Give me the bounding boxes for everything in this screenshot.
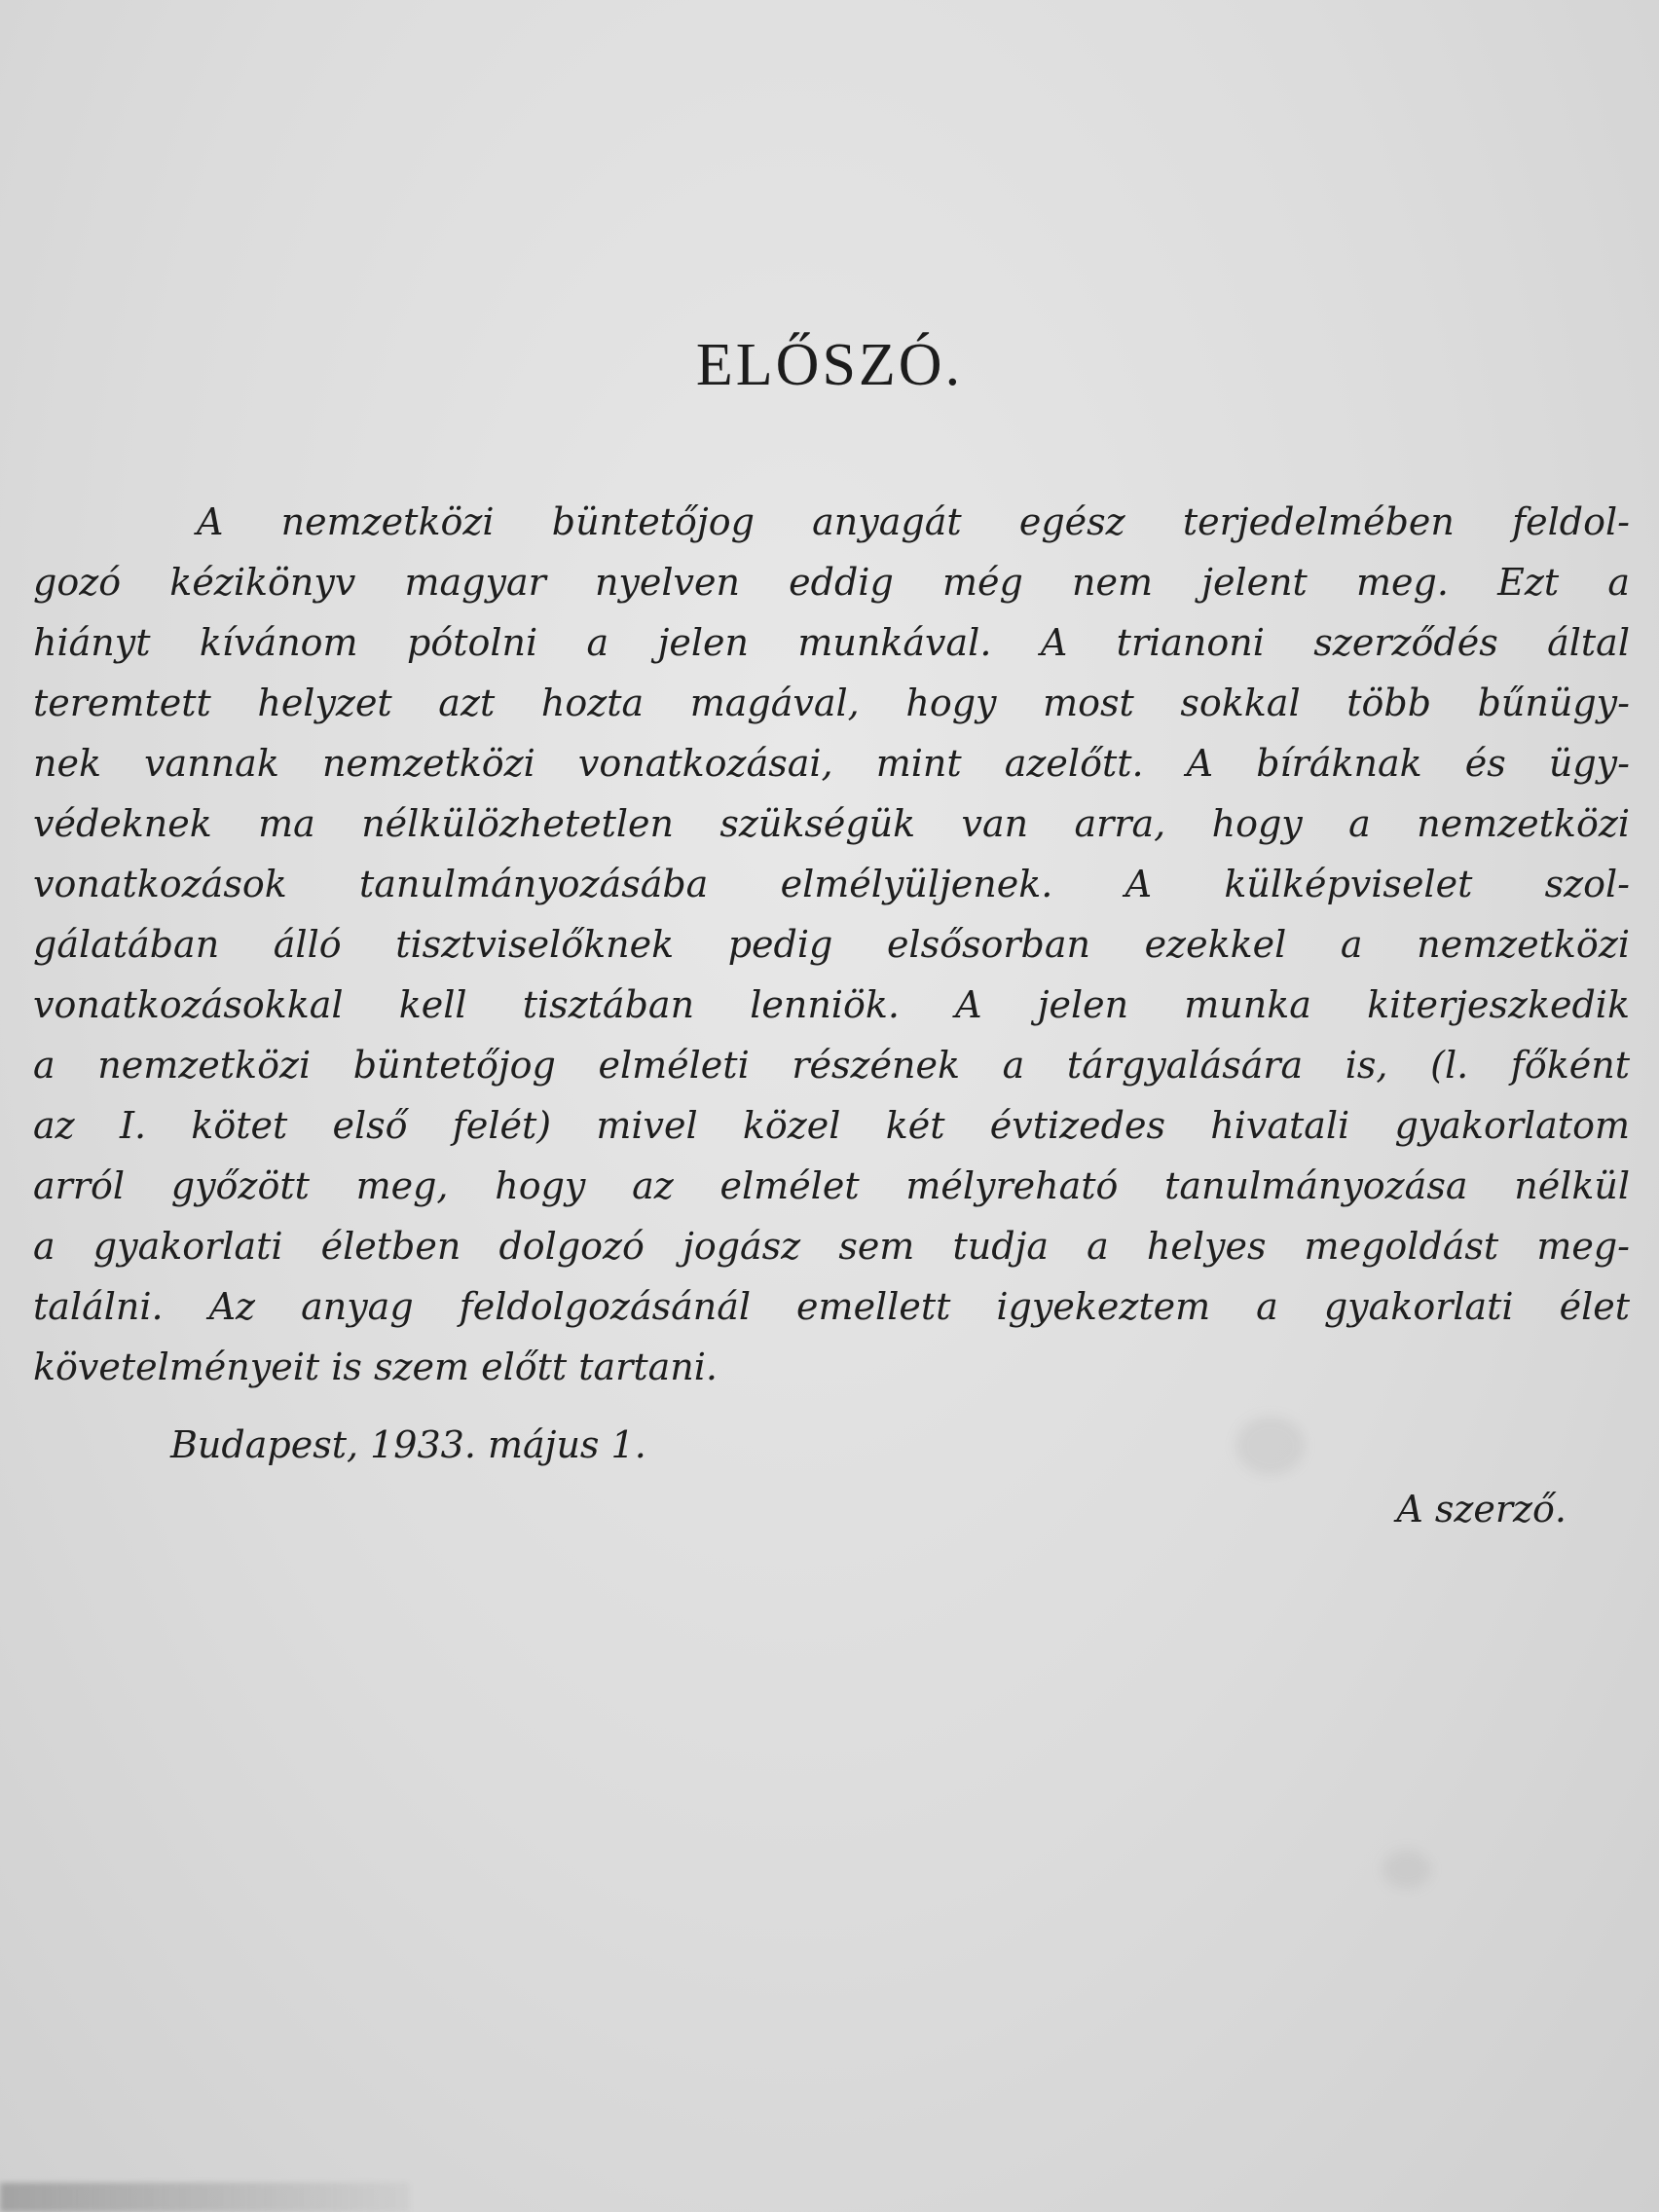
paragraph-line: gozó kézikönyv magyar nyelven eddig még nem jelent meg. Ezt a	[33, 561, 1630, 604]
paragraph-line: arról győzött meg, hogy az elmélet mélyreható tanulmányozása nélkül	[33, 1164, 1630, 1207]
paragraph-line: az I. kötet első felét) mivel közel két évtizedes hivatali gyakorlatom	[33, 1104, 1630, 1147]
paragraph-line: teremtett helyzet azt hozta magával, hogy most sokkal több bűnügy-	[33, 682, 1630, 724]
dateline: Budapest, 1933. május 1.	[170, 1423, 646, 1466]
paragraph-line: hiányt kívánom pótolni a jelen munkával. A trianoni szerződés által	[33, 621, 1630, 664]
paragraph-line: vonatkozásokkal kell tisztában lenniök. A jelen munka kiterjeszkedik	[33, 983, 1630, 1026]
page-title: ELŐSZÓ.	[695, 332, 964, 398]
paper-stain	[1236, 1417, 1305, 1475]
author-signature: A szerző.	[1396, 1488, 1567, 1530]
paragraph-line: gálatában álló tisztviselőknek pedig elsősorban ezekkel a nemzetközi	[33, 923, 1630, 966]
paper-stain	[1382, 1850, 1431, 1889]
watermark	[0, 2183, 409, 2212]
paragraph-line: A nemzetközi büntetőjog anyagát egész terjedelmében feldol-	[197, 500, 1630, 543]
paragraph-line: védeknek ma nélkülözhetetlen szükségük van arra, hogy a nemzetközi	[33, 802, 1630, 845]
paragraph-line: a gyakorlati életben dolgozó jogász sem tudja a helyes megoldást meg-	[33, 1225, 1630, 1268]
paragraph-line: vonatkozások tanulmányozásába elmélyüljenek. A külképviselet szol-	[33, 863, 1630, 905]
preface-paragraph	[33, 492, 1630, 1397]
paragraph-line: nek vannak nemzetközi vonatkozásai, mint azelőtt. A bíráknak és ügy-	[33, 742, 1630, 785]
paragraph-line: találni. Az anyag feldolgozásánál emellett igyekeztem a gyakorlati élet	[33, 1285, 1630, 1328]
paragraph-line: a nemzetközi büntetőjog elméleti részének a tárgyalására is, (l. főként	[33, 1044, 1630, 1087]
paragraph-line: követelményeit is szem előtt tartani.	[33, 1346, 718, 1388]
